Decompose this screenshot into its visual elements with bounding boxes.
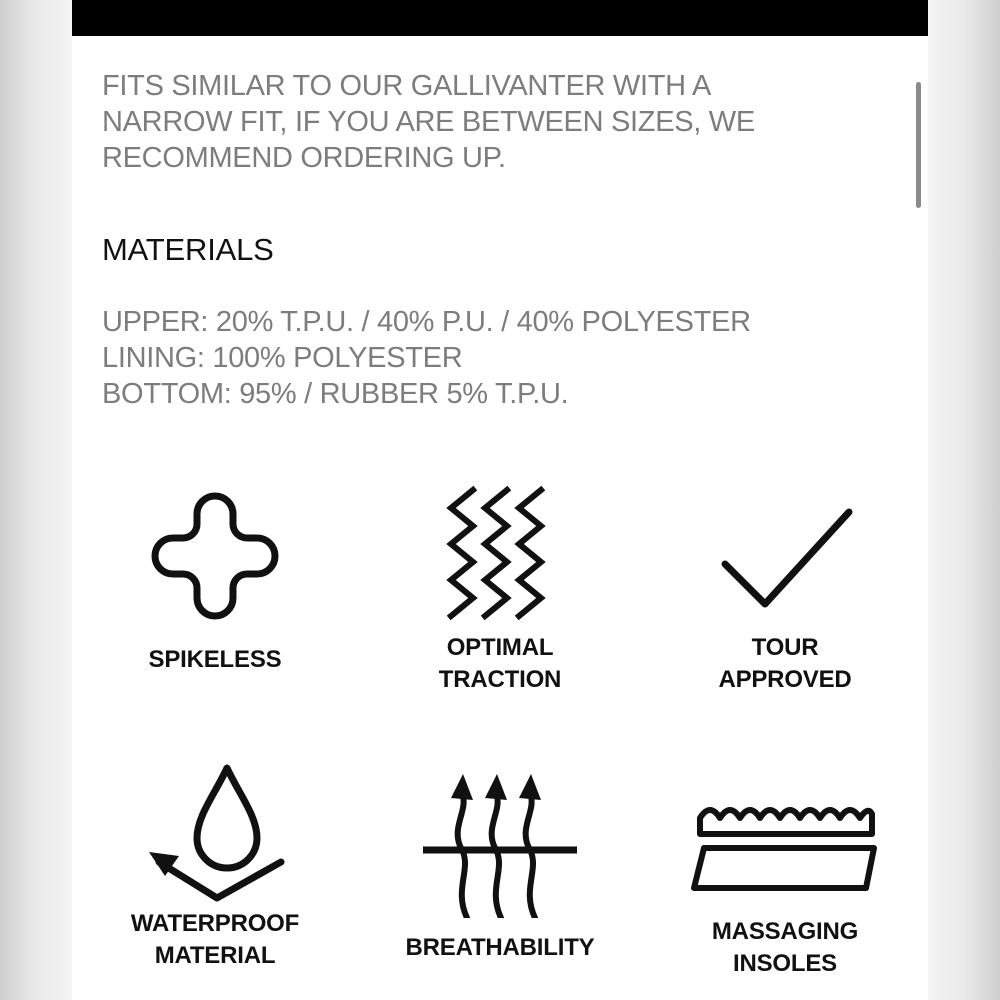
product-details-panel bbox=[72, 0, 928, 1000]
feature-tour-approved bbox=[650, 470, 920, 700]
feature-label-tour-approved: TOUR APPROVED bbox=[718, 634, 852, 693]
feature-breathability bbox=[365, 752, 635, 982]
materials-list bbox=[102, 304, 751, 412]
material-lining: LINING: 100% POLYESTER bbox=[102, 342, 463, 374]
insole-icon bbox=[690, 784, 880, 894]
feature-label-massaging-insoles: MASSAGING INSOLES bbox=[711, 918, 859, 977]
water-drop-icon bbox=[135, 758, 295, 908]
feature-label-breathability: BREATHABILITY bbox=[405, 934, 595, 961]
feature-massaging-insoles bbox=[650, 752, 920, 982]
feature-label-spikeless: SPIKELESS bbox=[148, 646, 282, 673]
materials-heading: MATERIALS bbox=[102, 232, 274, 267]
checkmark-icon bbox=[705, 500, 865, 620]
feature-label-optimal-traction: OPTIMAL TRACTION bbox=[438, 634, 562, 693]
scrollbar[interactable] bbox=[916, 82, 921, 208]
feature-spikeless bbox=[80, 470, 350, 690]
cross-icon bbox=[135, 476, 295, 636]
zigzag-icon bbox=[435, 480, 565, 630]
airflow-arrows-icon bbox=[415, 768, 585, 918]
top-bar bbox=[72, 0, 928, 36]
feature-label-waterproof-material: WATERPROOF MATERIAL bbox=[130, 910, 300, 969]
fit-note: FITS SIMILAR TO OUR GALLIVANTER WITH A NARROW FIT, IF YOU ARE BETWEEN SIZES, WE RECOMMEND ORDERING UP. bbox=[102, 70, 755, 174]
feature-optimal-traction bbox=[365, 470, 635, 700]
material-bottom: BOTTOM: 95% / RUBBER 5% T.P.U. bbox=[102, 378, 569, 410]
material-upper: UPPER: 20% T.P.U. / 40% P.U. / 40% POLYESTER bbox=[102, 306, 751, 338]
feature-waterproof-material bbox=[80, 752, 350, 982]
